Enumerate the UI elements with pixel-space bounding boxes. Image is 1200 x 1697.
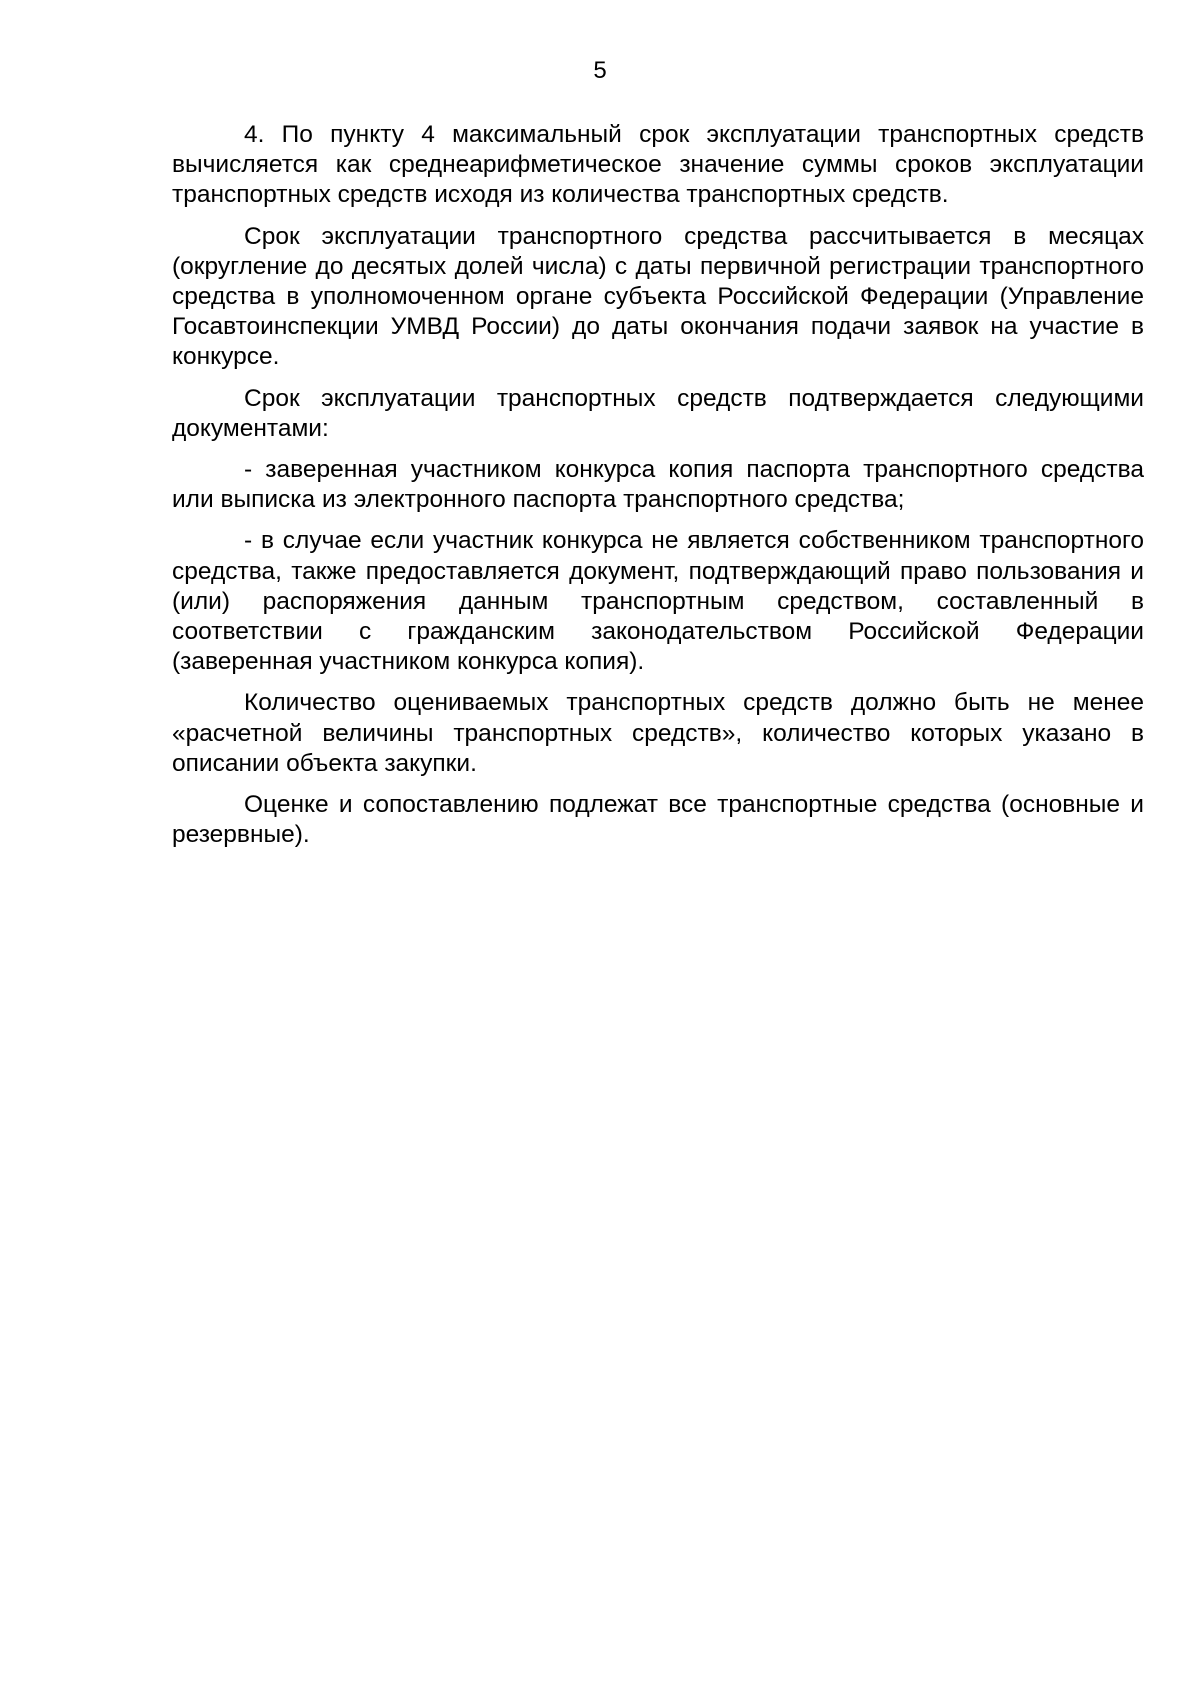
paragraph-evaluation-scope: Оценке и сопоставлению подлежат все транспортные средства (основные и резервные). bbox=[172, 791, 1144, 849]
list-item-usage-right-document: - в случае если участник конкурса не является собственником транспортного средства, также предоставляется документ, подтверждающий право пользования и (или) распоряжения данным транспортным средством, составленный в соответствии с гражданским законодательством Российской Федерации (заверенная участником конкурса копия). bbox=[172, 527, 1144, 676]
page-number: 5 bbox=[593, 57, 607, 84]
paragraph-operation-term-calculation: Срок эксплуатации транспортного средства рассчитывается в месяцах (округление до десятых долей числа) с даты первичной регистрации транспортного средства в уполномоченном органе субъекта Российской Федерации (Управление Госавтоинспекции УМВД России) до даты окончания подачи заявок на участие в конкурсе. bbox=[172, 222, 1144, 371]
paragraph-vehicle-quantity: Количество оцениваемых транспортных средств должно быть не менее «расчетной величины транспортных средств», количество которых указано в описании объекта закупки. bbox=[172, 689, 1144, 777]
list-item-passport-copy: - заверенная участником конкурса копия паспорта транспортного средства или выписка из электронного паспорта транспортного средства; bbox=[172, 456, 1144, 514]
paragraph-item-4-operation-term: 4. По пункту 4 максимальный срок эксплуатации транспортных средств вычисляется как среднеарифметическое значение суммы сроков эксплуатации транспортных средств исходя из количества транспортных средств. bbox=[172, 121, 1144, 209]
paragraph-confirming-documents: Срок эксплуатации транспортных средств подтверждается следующими документами: bbox=[172, 384, 1144, 442]
document-body bbox=[172, 120, 1144, 861]
